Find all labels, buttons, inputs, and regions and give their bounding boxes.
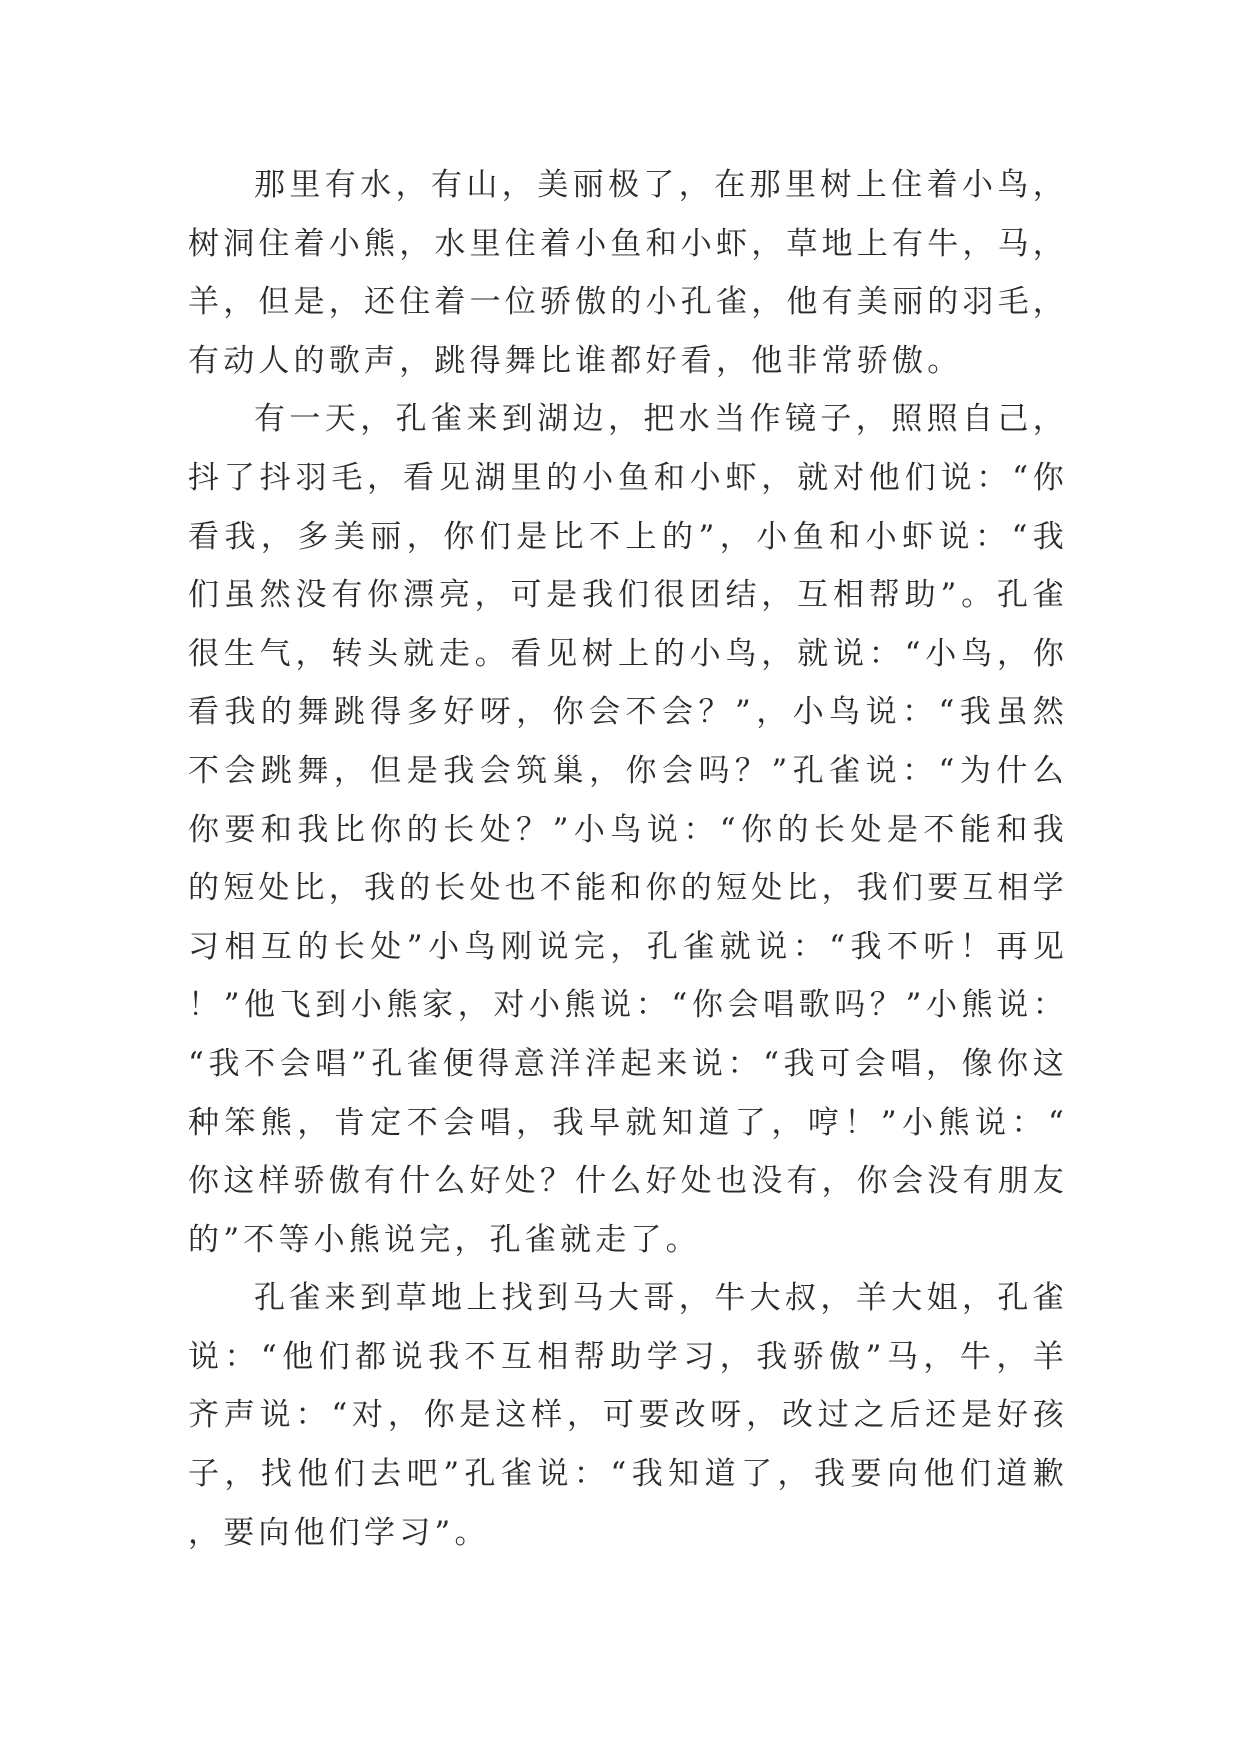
story-body [188, 156, 1068, 1562]
paragraph-3: 孔雀来到草地上找到马大哥，牛大叔，羊大姐，孔雀说：“他们都说我不互相帮助学习，我骄傲”马，牛，羊齐声说：“对，你是这样，可要改呀，改过之后还是好孩子，找他们去吧”孔雀说：“我知道了，我要向他们道歉，要向他们学习”。 [188, 1280, 1068, 1551]
paragraph-1: 那里有水，有山，美丽极了，在那里树上住着小鸟，树洞住着小熊，水里住着小鱼和小虾，草地上有牛，马，羊，但是，还住着一位骄傲的小孔雀，他有美丽的羽毛，有动人的歌声，跳得舞比谁都好看，他非常骄傲。 [188, 167, 1068, 379]
paragraph-2: 有一天，孔雀来到湖边，把水当作镜子，照照自己，抖了抖羽毛，看见湖里的小鱼和小虾，就对他们说：“你看我，多美丽，你们是比不上的”，小鱼和小虾说：“我们虽然没有你漂亮，可是我们很团结，互相帮助”。孔雀很生气，转头就走。看见树上的小鸟，就说：“小鸟，你看我的舞跳得多好呀，你会不会？”，小鸟说：“我虽然不会跳舞，但是我会筑巢，你会吗？”孔雀说：“为什么你要和我比你的长处？”小鸟说：“你的长处是不能和我的短处比，我的长处也不能和你的短处比，我们要互相学习相互的长处”小鸟刚说完，孔雀就说：“我不听！再见！”他飞到小熊家，对小熊说：“你会唱歌吗？”小熊说：“我不会唱”孔雀便得意洋洋起来说：“我可会唱，像你这种笨熊，肯定不会唱，我早就知道了，哼！”小熊说：“你这样骄傲有什么好处？什么好处也没有，你会没有朋友的”不等小熊说完，孔雀就走了。 [188, 401, 1068, 1258]
